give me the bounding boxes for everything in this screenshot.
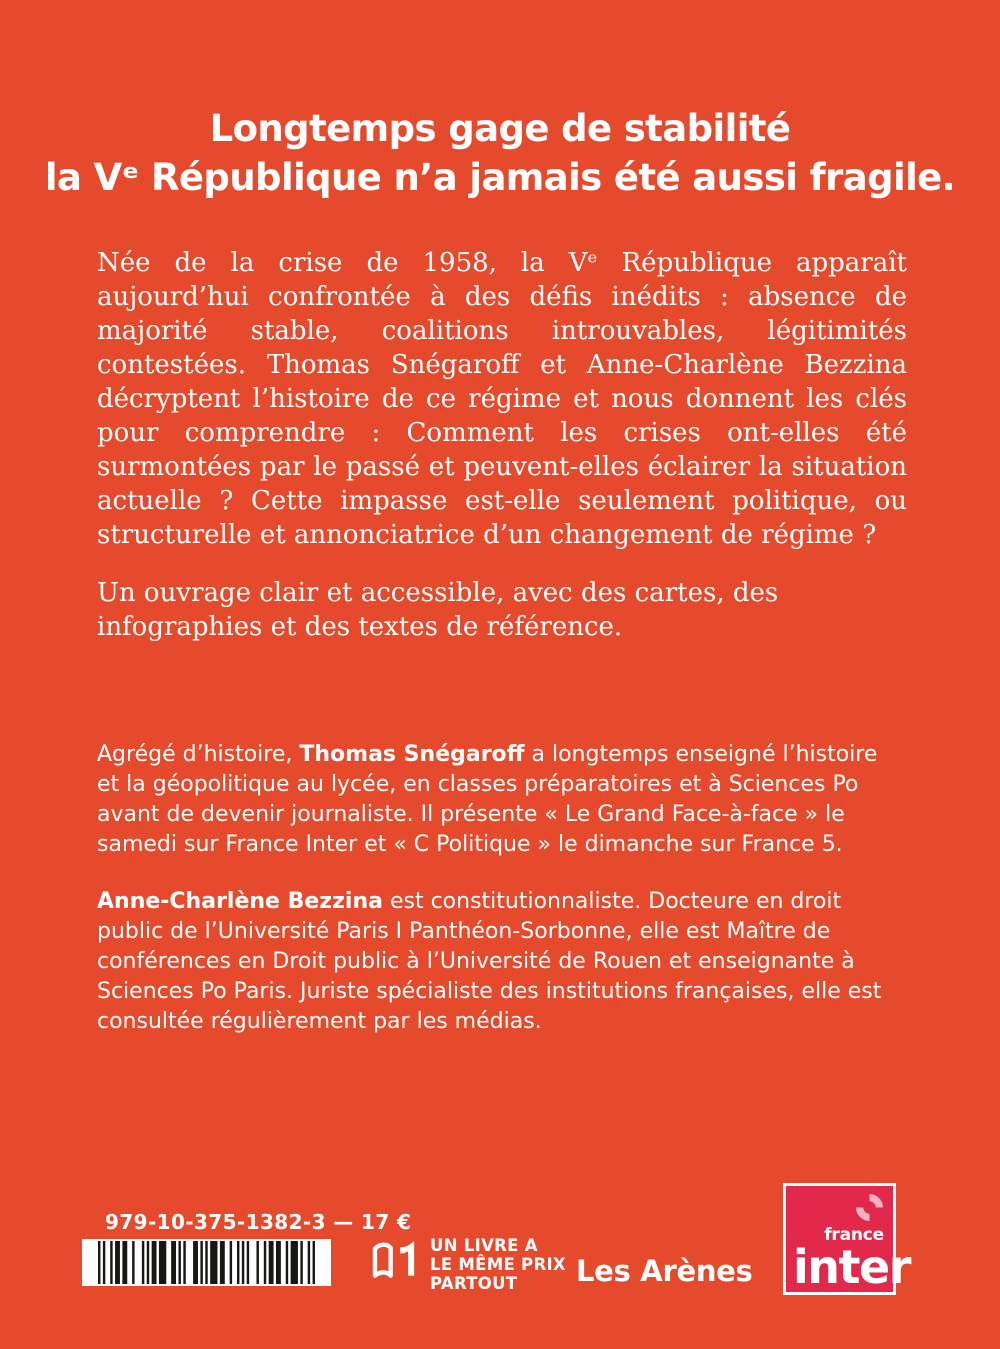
france-inter-label-france: france [824, 1225, 884, 1245]
france-inter-label-inter: inter [793, 1240, 910, 1294]
isbn-price-label: 979-10-375-1382-3 — 17 € [105, 1210, 412, 1234]
bio2-author-name: Anne-Charlène Bezzina [97, 889, 383, 914]
synopsis [97, 246, 907, 644]
bio1-prefix: Agrégé d’histoire, [97, 742, 300, 767]
synopsis-paragraph-2: Un ouvrage clair et accessible, avec des cartes, des infographies et des textes de référence. [97, 578, 779, 642]
single-price-text [430, 1236, 566, 1293]
single-price-logo [368, 1231, 578, 1291]
title-line-2: la Vᵉ République n’a jamais été aussi fragile. [44, 156, 956, 199]
publisher-name: Les Arènes [576, 1254, 753, 1288]
bio2-text: est constitutionnaliste. Docteure en droit public de l’Université Paris I Panthéon-Sorbonne, elle est Maître de conférences en Droit public à l’Université de Rouen et enseignante à Sciences Po Paris. Juriste spécialiste des institutions françaises, elle est consultée régulièrement par les médias. [97, 889, 882, 1034]
price-text-line-1: UN LIVRE A [430, 1236, 538, 1255]
page-title [0, 104, 1000, 202]
radio-france-swirl-icon [856, 1194, 883, 1221]
bio1-author-name: Thomas Snégaroff [299, 742, 525, 767]
bio-thomas-snegaroff [97, 740, 887, 860]
title-line-1: Longtemps gage de stabilité [209, 107, 791, 150]
open-book-icon [368, 1231, 422, 1289]
author-bios [97, 740, 887, 1037]
bio-anne-charlene-bezzina [97, 887, 887, 1037]
france-inter-logo [783, 1183, 910, 1295]
price-text-line-3: PARTOUT [430, 1274, 518, 1293]
barcode-icon [98, 1241, 315, 1284]
barcode [82, 1239, 331, 1286]
price-text-line-2: LE MÊME PRIX [430, 1255, 566, 1274]
bio1-text: a longtemps enseigné l’histoire et la géopolitique au lycée, en classes préparatoires et à Sciences Po avant de devenir journaliste. Il présente « Le Grand Face-à-face » le samedi sur France Inter et « C Politique » le dimanche sur France 5. [97, 742, 878, 857]
synopsis-paragraph-1: Née de la crise de 1958, la Vᵉ République apparaît aujourd’hui confrontée à des défis inédits : absence de majorité stable, coalitions introuvables, légitimités contestées. Thomas Snégaroff et Anne-Charlène Bezzina décryptent l’histoire de ce régime et nous donnent les clés pour comprendre : Comment les crises ont-elles été surmontées par le passé et peuvent-elles éclairer la situation actuelle ? Cette impasse est-elle seulement politique, ou structurelle et annonciatrice d’un changement de régime ? [97, 248, 907, 550]
